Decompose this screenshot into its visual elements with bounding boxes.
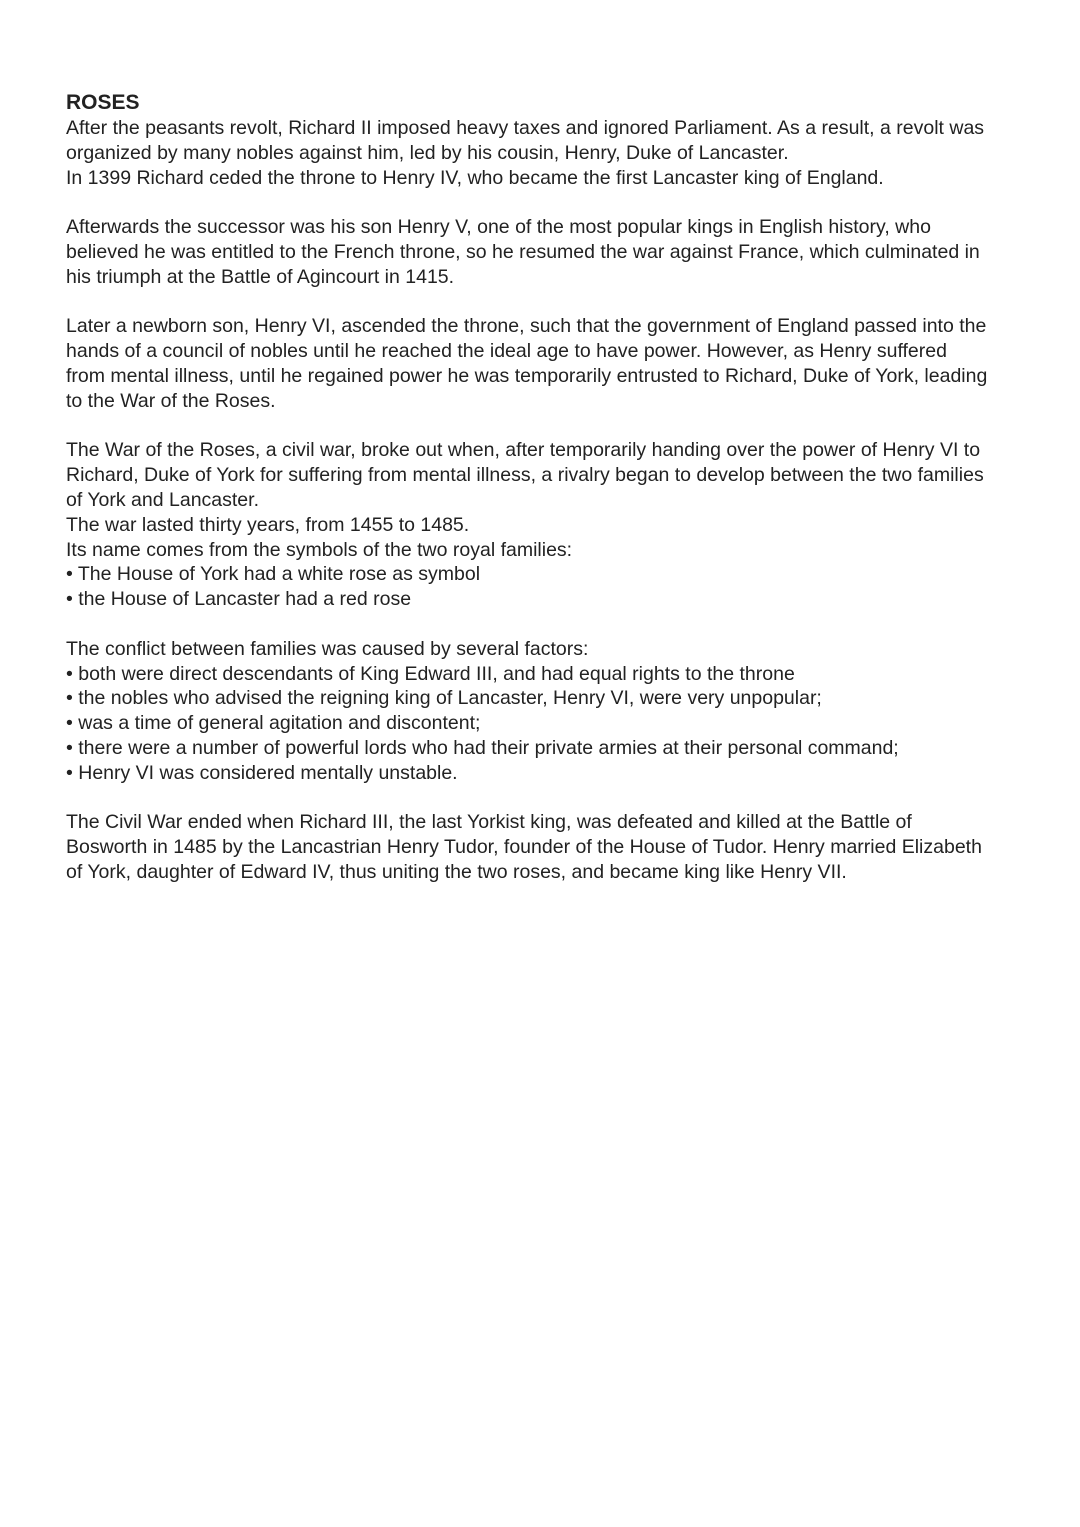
bullet-line: • the House of Lancaster had a red rose [66, 588, 412, 611]
bullet-line: • was a time of general agitation and discontent; [66, 712, 481, 735]
text-line: The Civil War ended when Richard III, the last Yorkist king, was defeated and killed at the Battle of [66, 811, 912, 834]
text-line: The conflict between families was caused by several factors: [66, 637, 589, 660]
paragraph-gap [66, 612, 1026, 637]
text-line: Later a newborn son, Henry VI, ascended the throne, such that the government of England passed into the [66, 315, 987, 338]
paragraph-gap [66, 190, 1026, 215]
text-line: hands of a council of nobles until he reached the ideal age to have power. However, as Henry suffered [66, 340, 947, 363]
text-line: organized by many nobles against him, led by his cousin, Henry, Duke of Lancaster. [66, 141, 789, 164]
text-line: Afterwards the successor was his son Henry V, one of the most popular kings in English history, who [66, 216, 931, 239]
text-line: to the War of the Roses. [66, 389, 276, 412]
bullet-line: • the nobles who advised the reigning king of Lancaster, Henry VI, were very unpopular; [66, 687, 822, 710]
text-line: believed he was entitled to the French throne, so he resumed the war against France, which culminated in [66, 240, 980, 263]
paragraph-gap [66, 786, 1026, 811]
bullet-line: • Henry VI was considered mentally unstable. [66, 761, 458, 784]
text-line: The war lasted thirty years, from 1455 to 1485. [66, 513, 470, 536]
document-title: ROSES [66, 91, 140, 114]
document-page [66, 90, 1026, 885]
text-line: After the peasants revolt, Richard II imposed heavy taxes and ignored Parliament. As a result, a revolt was [66, 117, 985, 139]
bullet-line: • there were a number of powerful lords who had their private armies at their personal command; [66, 736, 899, 759]
text-line: In 1399 Richard ceded the throne to Henry IV, who became the first Lancaster king of England. [66, 166, 884, 189]
text-line: from mental illness, until he regained power he was temporarily entrusted to Richard, Duke of York, leading [66, 364, 988, 387]
text-line: Its name comes from the symbols of the two royal families: [66, 538, 573, 561]
bullet-line: • The House of York had a white rose as symbol [66, 563, 481, 586]
text-line: The War of the Roses, a civil war, broke out when, after temporarily handing over the power of Henry VI to [66, 439, 981, 462]
paragraph-gap [66, 414, 1026, 439]
text-line: Richard, Duke of York for suffering from mental illness, a rivalry began to develop between the two families [66, 464, 984, 487]
paragraph-gap [66, 290, 1026, 315]
text-line: Bosworth in 1485 by the Lancastrian Henry Tudor, founder of the House of Tudor. Henry married Elizabeth [66, 836, 982, 859]
text-line: of York, daughter of Edward IV, thus uniting the two roses, and became king like Henry VII. [66, 860, 847, 883]
bullet-line: • both were direct descendants of King Edward III, and had equal rights to the throne [66, 662, 795, 685]
text-line: of York and Lancaster. [66, 488, 259, 511]
text-line: his triumph at the Battle of Agincourt in 1415. [66, 265, 455, 288]
document-body [66, 116, 1026, 885]
